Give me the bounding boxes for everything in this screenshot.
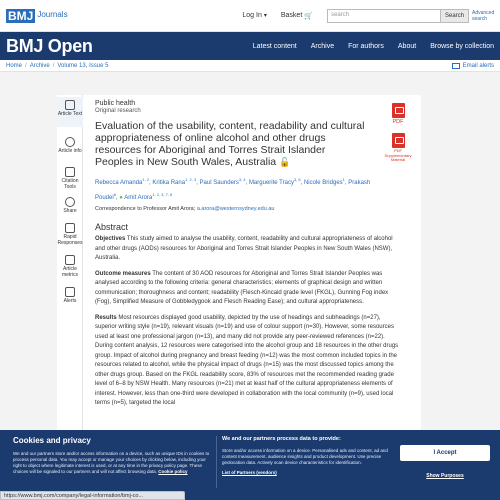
author-name[interactable]: Paul Saunders	[199, 180, 239, 186]
sidebar-item-label: Article metrics	[61, 266, 79, 278]
search-input[interactable]: search	[327, 9, 441, 23]
search-button[interactable]: Search	[441, 9, 469, 23]
journal-brand[interactable]: BMJ Open	[6, 35, 93, 56]
login-label: Log In	[242, 12, 262, 19]
show-purposes-link[interactable]: Show Purposes	[426, 473, 464, 479]
pdf-icon	[392, 133, 405, 148]
breadcrumb-issue[interactable]: Volume 13, Issue 5	[57, 62, 109, 69]
envelope-icon	[452, 63, 460, 69]
document-icon	[65, 100, 75, 110]
pdf-icon	[392, 103, 405, 118]
sidebar-item-article-text[interactable]	[57, 97, 83, 127]
metrics-icon	[65, 255, 75, 265]
article-panel	[57, 95, 421, 435]
abstract-heading: Abstract	[95, 222, 129, 232]
author-name[interactable]: Amit Arora	[124, 195, 153, 201]
author-name[interactable]: Kritika Rana	[152, 180, 186, 186]
vendors-link[interactable]: List of Partners (vendors)	[222, 470, 277, 475]
logo-text: Journals	[37, 9, 68, 19]
chat-icon	[65, 223, 75, 233]
pdf-download-button[interactable]	[383, 103, 413, 125]
correspondence-label: Correspondence to Professor Amit Arora;	[95, 206, 196, 212]
sidebar-item-label: Share	[63, 208, 77, 214]
chevron-down-icon: ▾	[263, 13, 267, 19]
sidebar-item-article-info[interactable]	[57, 137, 83, 154]
author-affiliation: 1, 2	[142, 177, 150, 182]
author-affiliation: 1, 2, 3, 7, 8	[152, 192, 173, 197]
author-name[interactable]: Nicole Bridges	[303, 180, 343, 186]
author-affiliation: 3, 5	[293, 177, 301, 182]
pdf-label: PDF	[392, 119, 404, 125]
author-affiliation: 6	[113, 192, 116, 197]
bmj-journals-logo[interactable]	[6, 9, 68, 23]
results-text: Most resources displayed good usability, depicted by the use of headings and subheadings (n=27), superior writing style (n=19), relevant visuals (n=19) and use of colour support (n=30). However, some resources used at least one professional jargon (n=13), and many did not provide any peer-reviewed references (n=22). During content analysis, 12 resources were categorised into the alcohol group and 18 resources in the other drugs group. Impact of alcohol during pregnancy and breast feeding (n=12) was the most common included topics in the resources related to alcohol, while the physical impact of drugs (n=15) was the most discussed topics among the other drugs group. Based on the FKGL readability score, 83% of resources met the recommended reading grade level of 6–8 by NSW Health. Many resources (n=21) met at least half of the cultural appropriateness elements of interest. However, less than one-third were developed in collaboration with the local community (n=9), used local terms (n=5), targeted the local	[95, 314, 399, 406]
share-icon	[65, 197, 75, 207]
sidebar-item-article-metrics[interactable]	[57, 255, 83, 278]
partners-heading: We and our partners process data to provide:	[222, 436, 341, 442]
abstract-outcome-measures	[95, 270, 401, 308]
cookie-text	[13, 451, 213, 475]
nav-archive[interactable]: Archive	[310, 42, 335, 50]
breadcrumb-archive[interactable]: Archive	[29, 62, 50, 69]
logo-mark: BMJ	[8, 8, 34, 23]
objectives-label: Objectives	[95, 236, 126, 242]
open-access-icon: 🔓	[279, 157, 291, 167]
outcome-text: The content of 30 AOD resources for Aboriginal and Torres Strait Islander Peoples was analysed according to the following criteria: general characteristics; elements of graphical design and written communication; thoroughness and content; readability (Flesch-Kincaid grade level (FKGL), Gunning Fog index (Fog), Simplified Measure of Gobbledygook and Flesch Reading Ease); and cultural appropriateness.	[95, 270, 389, 305]
nav-about[interactable]: About	[397, 42, 417, 50]
supplementary-pdf-button[interactable]	[383, 133, 413, 163]
breadcrumb	[0, 60, 500, 72]
sidebar-item-share[interactable]	[57, 197, 83, 214]
author-name[interactable]: Marguerite Tracy	[248, 180, 294, 186]
journal-nav	[0, 32, 500, 60]
objectives-text: This study aimed to analyse the usability, content, readability and cultural appropriateness of alcohol and other drugs (AODs) resources for Aboriginal and Torres Strait Islander Peoples in New South Wales (NSW), Australia.	[95, 236, 393, 261]
basket-link[interactable]	[281, 12, 313, 20]
abstract-objectives	[95, 235, 401, 264]
author-name[interactable]: Prakash Poudel	[95, 180, 371, 201]
sidebar-item-rapid-responses[interactable]	[57, 223, 83, 246]
cookie-intro	[13, 436, 213, 475]
cookie-divider	[216, 436, 217, 488]
cookie-text-body: We and our partners store and/or access information on a device, such as unique IDs in cookies to process personal data. You may accept or manage your choices by clicking below, including your right to object where legitimate interest is used, or at any time in the privacy policy page. These choices will be signaled to our partners and will not affect browsing data.	[13, 451, 210, 474]
basket-icon: 🛒	[304, 12, 313, 20]
breadcrumb-separator: /	[25, 62, 27, 69]
sidebar-item-label: Citation Tools	[61, 178, 79, 190]
status-bar-url: https://www.bmj.com/company/legal-information/bmj-co...	[0, 491, 185, 500]
cookie-banner	[0, 430, 500, 500]
sidebar-item-label: Article Text	[57, 111, 83, 117]
top-bar	[0, 0, 500, 32]
author-name[interactable]: Rebecca Amanda	[95, 180, 143, 186]
partners-text: Store and/or access information on a device. Personalised ads and content, ad and content measurement, audience insights and product development. Use precise geolocation data. Actively scan device characteristics for identification.	[222, 448, 388, 465]
quote-icon	[65, 167, 75, 177]
author-affiliation: 1, 2, 3	[185, 177, 197, 182]
basket-label: Basket	[280, 12, 303, 19]
author-list: Rebecca Amanda$^{1, 2}$, Kritika Rana$^{1, 2, 3}$, Paul Saunders$^{3, 4}$, Marguerite Tracy$^{3, 5}$, Nicole Bridges$^1$, Prakash Poudel$^6$, ● Amit Arora$^{1, 2, 3, 7, 8}$	[95, 177, 371, 201]
outcome-label: Outcome measures	[95, 270, 151, 277]
info-icon	[65, 137, 75, 147]
nav-latest-content[interactable]: Latest content	[252, 42, 297, 50]
sidebar-item-label: Rapid Responses	[57, 234, 83, 246]
article-type: Original research	[95, 108, 141, 114]
cookie-purposes	[222, 436, 398, 475]
article-title-text: Evaluation of the usability, content, readability and cultural appropriateness of online alcohol and other drugs resources for Aboriginal and Torres Strait Islander Peoples in New South Wales, Australia	[95, 120, 365, 168]
nav-for-authors[interactable]: For authors	[348, 42, 384, 50]
email-alerts-link[interactable]	[452, 63, 494, 69]
sidebar-item-label: Article info	[58, 148, 82, 154]
abstract-results	[95, 314, 401, 409]
results-label: Results	[95, 314, 117, 321]
advanced-search-link[interactable]: Advanced search	[472, 9, 495, 22]
cookie-policy-link[interactable]: Cookie policy	[158, 469, 188, 474]
article-category[interactable]: Public health	[95, 100, 136, 107]
pdf-downloads	[383, 103, 413, 163]
alert-icon	[65, 287, 75, 297]
author-affiliation: 3, 4	[238, 177, 246, 182]
article-title	[95, 120, 365, 168]
breadcrumb-home[interactable]: Home	[6, 62, 23, 69]
correspondence-email-link[interactable]: a.arora@westernsydney.edu.au	[196, 206, 275, 212]
sidebar-item-citation-tools[interactable]	[57, 167, 83, 190]
nav-browse-by-collection[interactable]: Browse by collection	[430, 42, 494, 50]
supplementary-label: PDF Supplementary Material	[384, 148, 412, 162]
correspondence	[95, 206, 385, 212]
author-affiliation: 1	[342, 177, 345, 182]
cookie-heading: Cookies and privacy	[13, 436, 91, 445]
sidebar-item-alerts[interactable]	[57, 287, 83, 304]
orcid-icon[interactable]: ●	[119, 195, 123, 201]
sidebar-item-label: Alerts	[63, 298, 77, 304]
login-link[interactable]	[242, 12, 266, 19]
article-sidebar	[57, 95, 83, 435]
email-alerts-label: Email alerts	[462, 62, 494, 69]
accept-cookies-button[interactable]: I Accept	[400, 445, 490, 461]
breadcrumb-separator: /	[52, 62, 55, 69]
